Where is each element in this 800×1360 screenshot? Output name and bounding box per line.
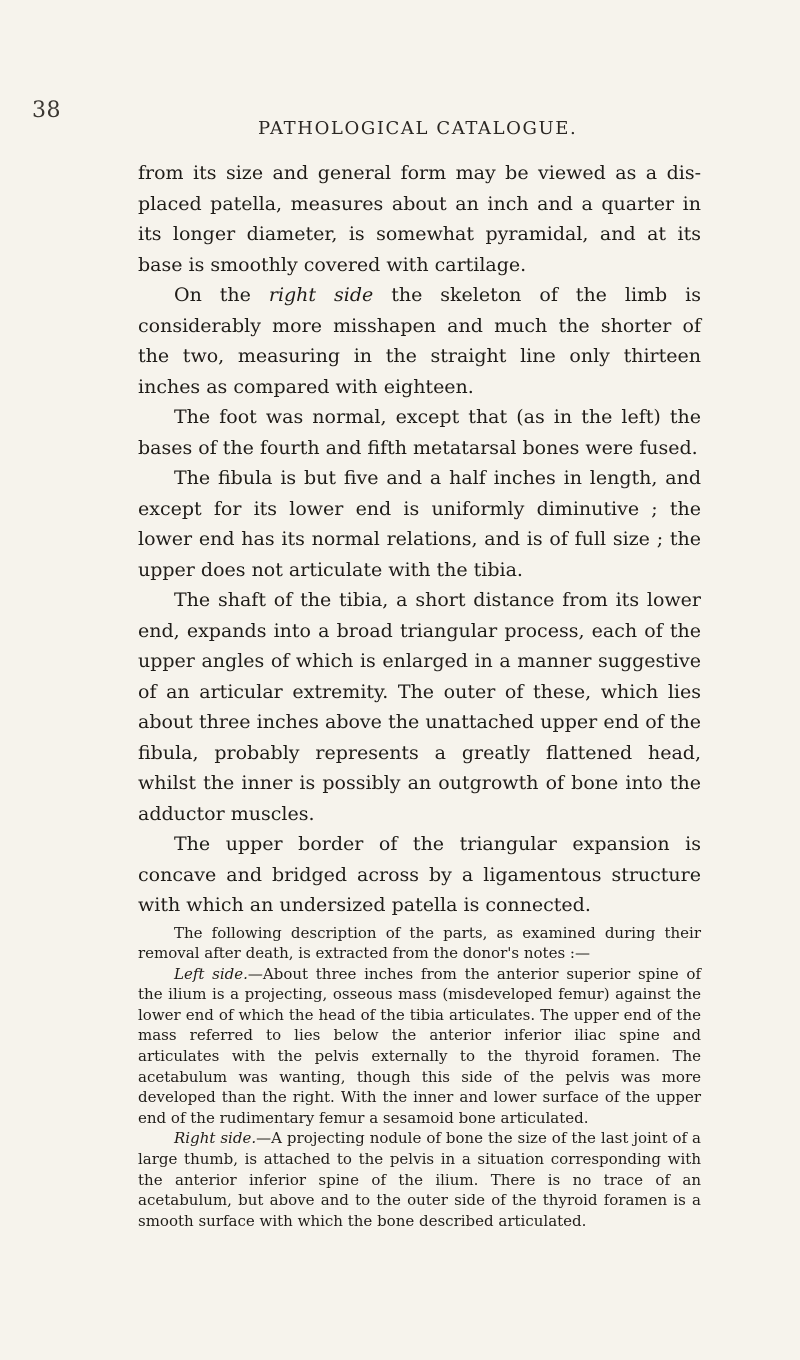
running-title: PATHOLOGICAL CATALOGUE. [258,118,578,139]
right-side-text: —A projecting nodule of bone the size of the last joint of a large thumb, is attached to the pelvis in a situation corresponding with the anterior inferior spine of the ilium. There is no trace of an acetabulum, but above and to the outer side of the thyroid foramen is a smooth surface with which the bone described articulated. [138,1129,701,1230]
paragraph-5: The shaft of the tibia, a short distance from its lower end, expands into a broad triangular process, each of the upper angles of which is enlarged in a manner suggestive of an articular extremity. The outer of these, which lies about three inches above the unattached upper end of the fibula, probably represents a greatly flattened head, whilst the inner is possibly an outgrowth of bone into the adductor muscles. [138,589,701,825]
donor-notes [138,923,701,1232]
notes-intro: The following description of the parts, as examined during their removal after death, is extracted from the donor's notes :— [138,923,701,963]
right-side-heading: Right side. [174,1129,257,1148]
paragraph-2-emphasis: right side [268,284,374,306]
left-side-heading: Left side. [174,964,248,983]
paragraph-6: The upper border of the triangular expansion is concave and bridged across by a ligamentous structure with which an undersized patella is connected. [138,833,701,916]
left-side-text: —About three inches from the anterior superior spine of the ilium is a projecting, osseous mass (misdeveloped femur) against the lower end of which the head of the tibia articulates. The upper end of the mass referred to lies below the anterior inferior iliac spine and articulates with the pelvis externally to the thyroid foramen. The acetabulum was wanting, though this side of the pelvis was more developed than the right. With the inner and lower surface of the upper end of the rudimentary femur a sesamoid bone articulated. [138,964,701,1127]
paragraph-2-rest: the skeleton of the limb is considerably more misshapen and much the shorter of the two, measuring in the straight line only thirteen inches as compared with eighteen. [138,284,702,398]
paragraph-2 [138,280,701,402]
notes-left-side [138,964,701,1129]
paragraph-1: from its size and general form may be viewed as a dis- placed patella, measures about an inch and a quarter in its longer diameter, is somewhat pyramidal, and at its base is smoothly covered with cartilage. [138,162,701,276]
paragraph-3: The foot was normal, except that (as in the left) the bases of the fourth and fifth metatarsal bones were fused. [138,406,701,459]
paragraph-4: The fibula is but five and a half inches in length, and except for its lower end is uniformly diminutive ; the lower end has its normal relations, and is of full size ; the upper does not articulate with the tibia. [138,467,701,581]
page-number: 38 [32,98,61,123]
main-text [138,158,701,1231]
paragraph-2-lead: On the [174,284,269,306]
notes-right-side [138,1128,701,1231]
